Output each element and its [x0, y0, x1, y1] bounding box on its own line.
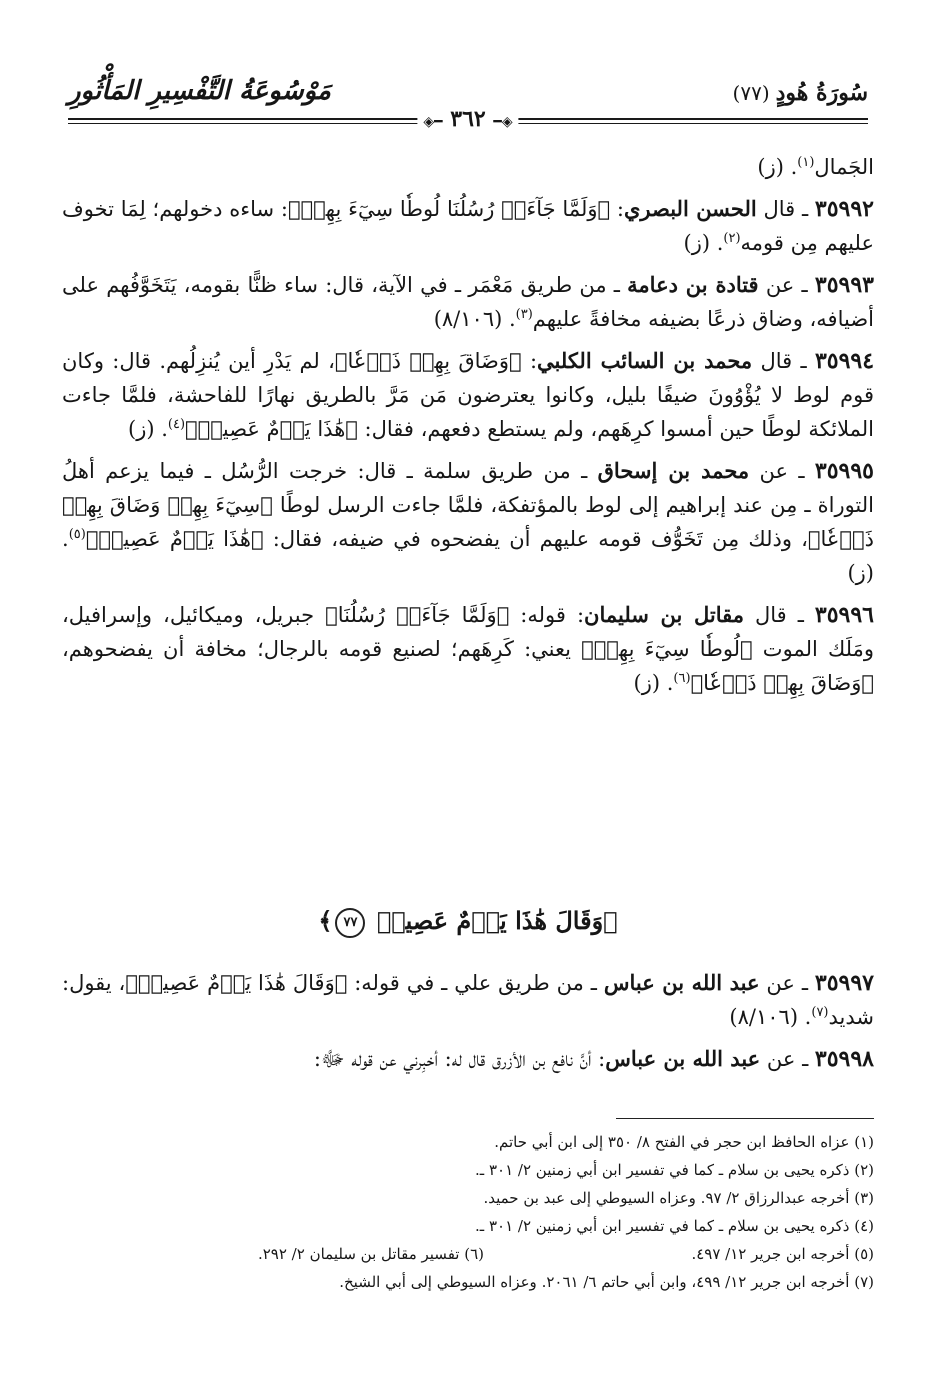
main-text — [62, 150, 874, 708]
narrator: قتادة بن دعامة — [627, 272, 759, 297]
surah-title: سُورَةُ هُودٍ — [775, 80, 868, 106]
ayah-number-icon: ٧٧ — [335, 908, 365, 938]
ornament-icon: ━◈ — [423, 114, 443, 130]
page-number: ◈━ ٣٦٢ ━◈ — [417, 106, 518, 132]
footnote-ref: (٤) — [167, 417, 186, 432]
surah-header — [733, 80, 868, 106]
paragraph: الجَمال$^{(١)}$. (ز) — [757, 155, 874, 179]
narrator: الحسن البصري — [623, 196, 757, 221]
footnote: (٤) ذكره يحيى بن سلام ـ كما في تفسير ابن أبي زمنين ٢/ ٣٠١ ـ. — [475, 1217, 874, 1235]
report-number: ٣٥٩٩٧ — [814, 970, 874, 996]
main-text-continued — [62, 966, 874, 1084]
paragraph: ٣٥٩٩٤ ـ قال محمد بن السائب الكلبي: ﴿وَضَاقَ بِهِمۡ ذَرۡعٗا﴾، لم يَدْرِ أين يُنزِلُهم. قال: وكان قوم لوط لا يُؤْوُونَ ضيفًا بليل، وكانوا يعترضون مَن مَرَّ بالطريق نهارًا للفاحشة، فلمَّا جاءت الملائكة لوطًا حين أمسوا كرِهَهم، ولم يستطع دفعهم، فقال: ﴿هَٰذَا يَوۡمٌ عَصِيبٞ﴾$^{(٤)}$. (ز) — [62, 348, 875, 441]
paragraph: ٣٥٩٩٨ ـ عن عبد الله بن عباس: أنَّ نافع بن الأزرق قال له: أخبِرني عن قوله ﷻ: — [313, 1046, 874, 1072]
footnote-ref: (١) — [797, 155, 815, 170]
footnote: (٧) أخرجه ابن جرير ١٢/ ٤٩٩، وابن أبي حاتم ٦/ ٢٠٦١. وعزاه السيوطي إلى أبي الشيخ. — [339, 1273, 874, 1291]
footnote-ref: (٣) — [515, 307, 533, 322]
narrator: مقاتل بن سليمان — [584, 602, 745, 627]
footnotes — [62, 1128, 874, 1296]
paragraph: ٣٥٩٩٧ ـ عن عبد الله بن عباس ـ من طريق علي ـ في قوله: ﴿وَقَالَ هَٰذَا يَوۡمٌ عَصِيبٞ﴾، يقول: شديد$^{(٧)}$. (٨/١٠٦) — [62, 970, 874, 1029]
ayah-range: (٧٧) — [732, 81, 770, 105]
footnote: (٥) أخرجه ابن جرير ١٢/ ٤٩٧. — [691, 1245, 874, 1263]
paragraph: ٣٥٩٩٦ ـ قال مقاتل بن سليمان: قوله: ﴿وَلَمَّا جَآءَتۡ رُسُلُنَا﴾ جبريل، وميكائيل، وإسرافيل، ومَلَك الموت ﴿لُوطٗا سِيٓءَ بِهِمۡ﴾ يعني: كَرِهَهم؛ لصنيع قومه بالرجال؛ مخافة أن يفضحوهم، ﴿وَضَاقَ بِهِمۡ ذَرۡعٗا﴾$^{(٦)}$. (ز) — [62, 602, 874, 695]
footnote: (١) عزاه الحافظ ابن حجر في الفتح ٨/ ٣٥٠ إلى ابن أبي حاتم. — [494, 1133, 874, 1151]
report-number: ٣٥٩٩٣ — [814, 272, 874, 298]
footnote: (٣) أخرجه عبدالرزاق ٢/ ٩٧. وعزاه السيوطي إلى عبد بن حميد. — [483, 1189, 874, 1207]
page-header — [68, 70, 868, 130]
paragraph: ٣٥٩٩٣ ـ عن قتادة بن دعامة ـ من طريق مَعْمَر ـ في الآية، قال: ساء ظنًّا بقومه، يَتَخَوَّفُهم على أضيافه، وضاق ذرعًا بضيفه مخافةً عليهم$^{(٣)}$. (٨/١٠٦) — [62, 272, 874, 331]
narrator: محمد بن إسحاق — [597, 458, 750, 483]
report-number: ٣٥٩٩٤ — [814, 348, 875, 374]
footnote-ref: (٥) — [68, 527, 86, 542]
ornament-icon: ◈━ — [493, 114, 513, 130]
report-number: ٣٥٩٩٥ — [814, 458, 874, 484]
book-title: مَوْسُوعَةُ التَّفْسِيرِ المَأْثُورِ — [68, 76, 331, 106]
report-number: ٣٥٩٩٦ — [814, 602, 874, 628]
report-number: ٣٥٩٩٢ — [814, 196, 874, 222]
ayah-heading: ﴿وَقَالَ هَٰذَا يَوۡمٌ عَصِيبٞ ٧٧﴾ — [62, 906, 874, 938]
paragraph: ٣٥٩٩٥ ـ عن محمد بن إسحاق ـ من طريق سلمة ـ قال: خرجت الرُّسُل ـ فيما يزعم أهلُ التوراة ـ مِن عند إبراهيم إلى لوط بالمؤتفكة، فلمَّا جاءت الرسل لوطًا ﴿سِيٓءَ بِهِمۡ وَضَاقَ بِهِمۡ ذَرۡعٗا﴾، وذلك مِن تَخَوُّف قومه عليهم أن يفضحوه في ضيفه، فقال: ﴿هَٰذَا يَوۡمٌ عَصِيبٞ﴾$^{(٥)}$. (ز) — [62, 458, 874, 585]
narrator: عبد الله بن عباس — [605, 1046, 761, 1071]
footnote-ref: (٧) — [811, 1005, 829, 1020]
footnote-ref: (٦) — [673, 671, 691, 686]
report-number: ٣٥٩٩٨ — [814, 1046, 874, 1072]
paragraph: ٣٥٩٩٢ ـ قال الحسن البصري: ﴿وَلَمَّا جَآءَتۡ رُسُلُنَا لُوطٗا سِيٓءَ بِهِمۡ﴾: ساءه دخولهم؛ لِمَا تخوف عليهم مِن قومه$^{(٢)}$. (ز) — [62, 196, 874, 255]
footnote-separator — [616, 1118, 874, 1119]
footnote-row — [62, 1240, 874, 1268]
footnote: (٢) ذكره يحيى بن سلام ـ كما في تفسير ابن أبي زمنين ٢/ ٣٠١ ـ. — [475, 1161, 874, 1179]
footnote: (٦) تفسير مقاتل بن سليمان ٢/ ٢٩٢. — [257, 1245, 484, 1263]
narrator: عبد الله بن عباس — [603, 970, 760, 995]
footnote-ref: (٢) — [723, 231, 741, 246]
narrator: محمد بن السائب الكلبي — [537, 348, 753, 373]
